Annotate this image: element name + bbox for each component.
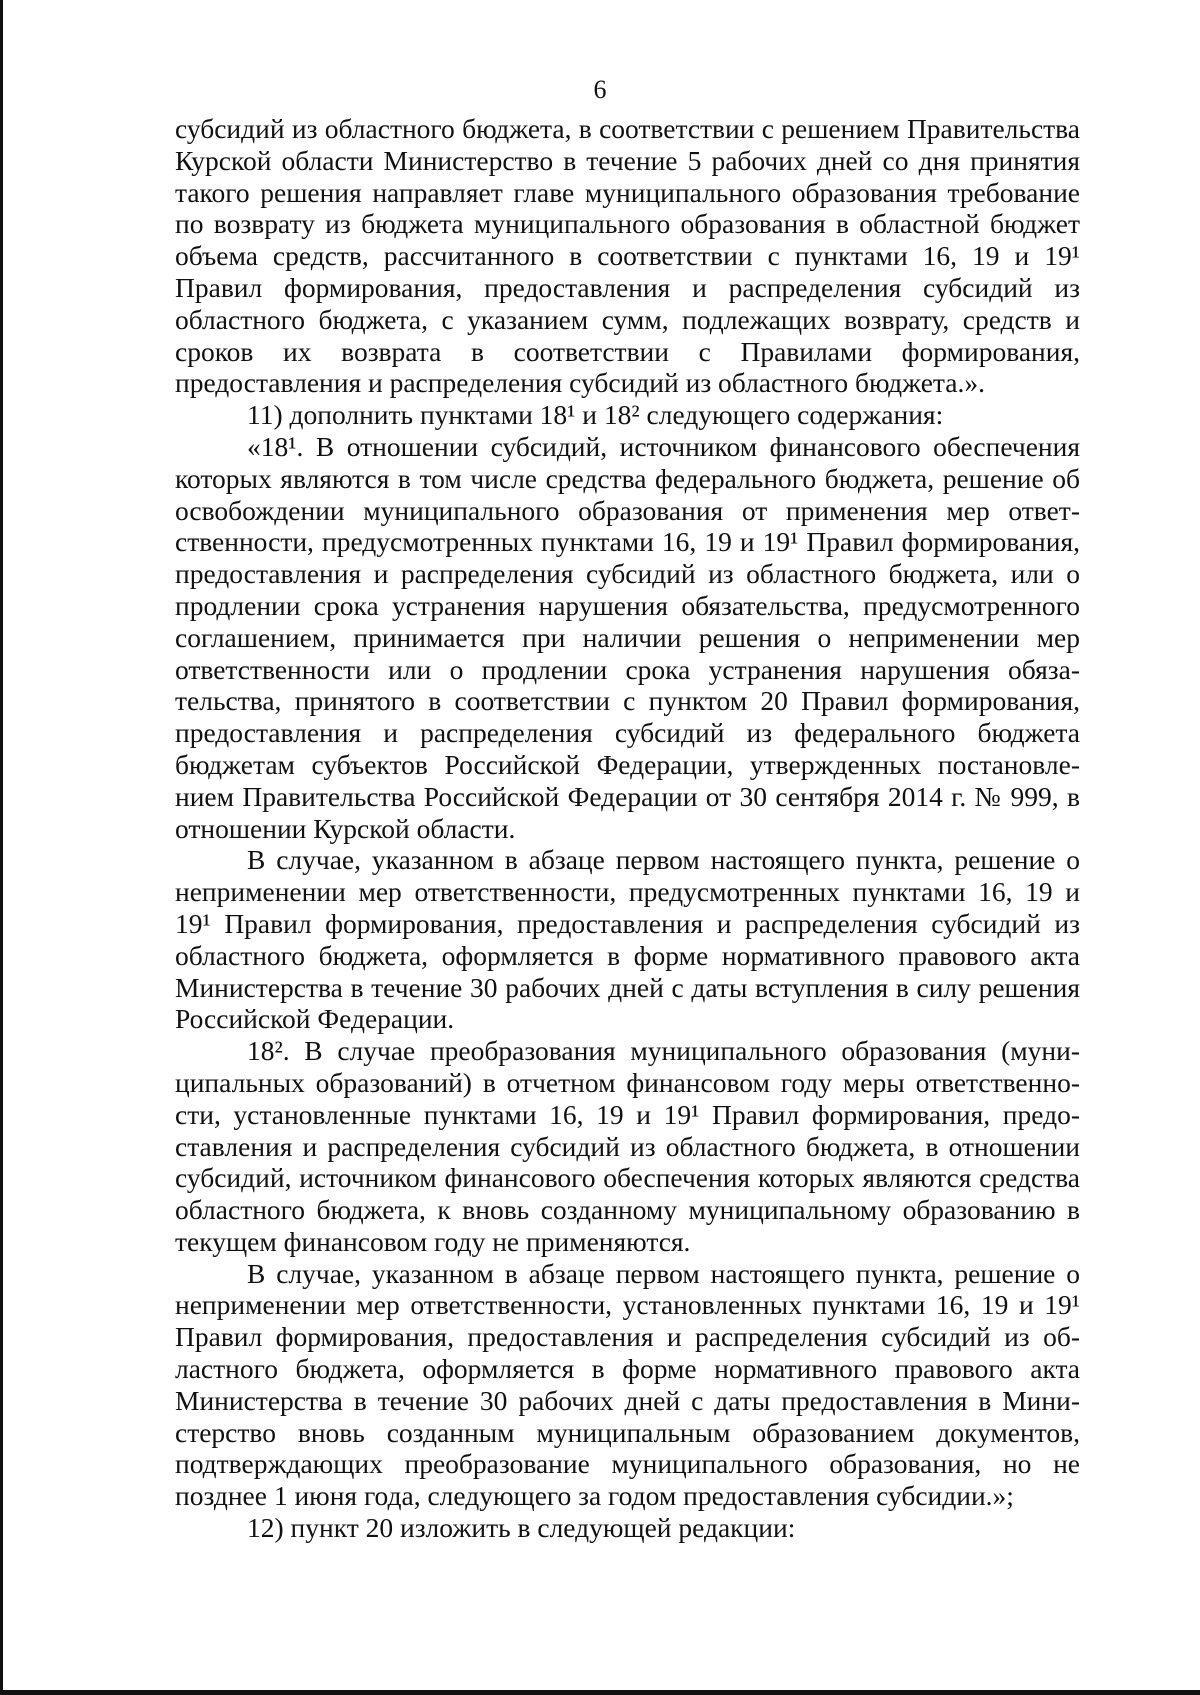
paragraph-18-1: «18¹. В отношении субсидий, источником финансового обеспечения которых являются в том числе средства федерального бюджета, решение об освобождении муниципального образования от применения мер ответственности, предусмотренных пунктами 16, 19 и 19¹ Правил формирования, предоставления и распределения субсидий из областного бюджета, или о продлении срока устранения нарушения обязательства, предусмотренного соглашением, принимается при наличии решения о неприменении мер ответственности или о продлении срока устранения нарушения обязательства, принятого в соответствии с пунктом 20 Правил формирования, предоставления и распределения субсидий из федерального бюджета бюджетам субъектов Российской Федерации, утвержденных постановлением Правительства Российской Федерации от 30 сентября 2014 г. № 999, в отношении Курской области. — [175, 430, 1080, 844]
scan-edge-bottom — [0, 1690, 1200, 1695]
paragraph-continuation: субсидий из областного бюджета, в соответствии с решением Правительства Курской области Министерство в течение 5 рабочих дней со дня принятия такого решения направляет главе муниципального образования требование по возврату из бюджета муниципального образования в областной бюджет объема средств, рассчитанного в соответствии с пунктами 16, 19 и 19¹ Правил формирования, предоставления и распределения субсидий из областного бюджета, с указанием сумм, подлежащих возврату, средств и сроков их возврата в соответствии с Правилами формирования, предоставления и распределения субсидий из областного бюджета.». — [175, 113, 1080, 399]
paragraph-item-12: 12) пункт 20 изложить в следующей редакции: — [247, 1512, 796, 1544]
paragraph-18-2-case: В случае, указанном в абзаце первом настоящего пункта, решение о неприменении мер ответственности, установленных пунктами 16, 19 и 19¹ Правил формирования, предоставления и распределения субсидий из областного бюджета, оформляется в форме нормативного правового акта Министерства в течение 30 рабочих дней с даты предоставления в Министерство вновь созданным муниципальным образованием документов, подтверждающих преобразование муниципального образования, но не позднее 1 июня года, следующего за годом предоставления субсидии.»; — [175, 1257, 1080, 1512]
document-body — [175, 113, 1080, 1544]
scan-edge-left — [0, 0, 3, 1695]
paragraph-18-1-case: В случае, указанном в абзаце первом настоящего пункта, решение о неприменении мер ответственности, предусмотренных пунктами 16, 19 и 19¹ Правил формирования, предоставления и распределения субсидий из областного бюджета, оформляется в форме нормативного правового акта Министерства в течение 30 рабочих дней с даты вступления в силу решения Российской Федерации. — [175, 844, 1080, 1035]
page-number: 6 — [593, 75, 607, 104]
paragraph-18-2: 18². В случае преобразования муниципального образования (муниципальных образований) в отчетном финансовом году меры ответственности, установленные пунктами 16, 19 и 19¹ Правил формирования, предоставления и распределения субсидий из областного бюджета, в отношении субсидий, источником финансового обеспечения которых являются средства областного бюджета, к вновь созданному муниципальному образованию в текущем финансовом году не применяются. — [175, 1035, 1080, 1257]
paragraph-item-11: 11) дополнить пунктами 18¹ и 18² следующего содержания: — [247, 399, 944, 431]
